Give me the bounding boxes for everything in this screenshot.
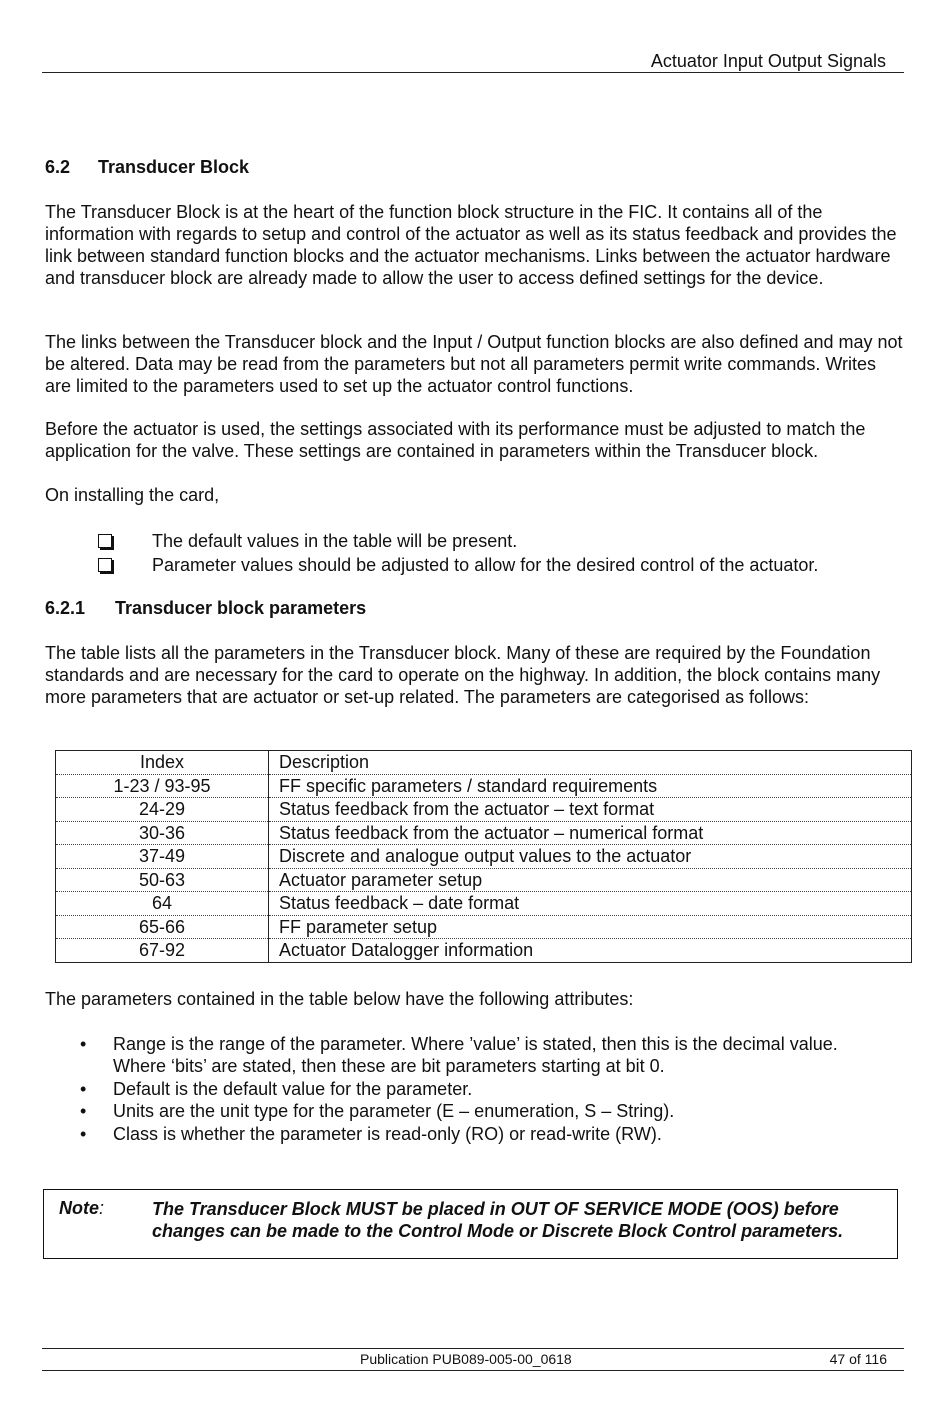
table-cell-description: Status feedback from the actuator – text format [269, 798, 912, 822]
note-label-text: Note [59, 1198, 99, 1218]
checkbox-icon [98, 534, 112, 548]
header-rule [42, 72, 904, 73]
footer-publication: Publication PUB089-005-00_0618 [360, 1351, 572, 1367]
paragraph-attributes-intro: The parameters contained in the table below have the following attributes: [45, 989, 634, 1009]
table-header-index: Index [56, 751, 269, 775]
bullet-dot-icon: • [80, 1034, 87, 1054]
checklist-item-text: The default values in the table will be present. [152, 531, 518, 551]
table-cell-description: Status feedback – date format [269, 892, 912, 916]
bullet-item [80, 1123, 662, 1145]
checklist-item-text: Parameter values should be adjusted to allow for the desired control of the actuator. [152, 555, 819, 575]
paragraph-table-intro: The table lists all the parameters in the Transducer block. Many of these are required by the Foundation standards and are necessary for the card to operate on the highway. In addition, the block contains many more parameters that are actuator or set-up related. The parameters are categorised as follows: [45, 643, 881, 707]
subsection-title: Transducer block parameters [115, 598, 367, 618]
note-box [43, 1189, 898, 1259]
note-line: changes can be made to the Control Mode or Discrete Block Control parameters. [152, 1221, 844, 1241]
table-cell-description: FF parameter setup [269, 915, 912, 939]
table-cell-description: Actuator parameter setup [269, 868, 912, 892]
paragraph-intro: The Transducer Block is at the heart of the function block structure in the FIC. It contains all of the information with regards to setup and control of the actuator as well as its status feedback and provides the link between standard function blocks and the actuator mechanisms. Links between the actuator hardware and transducer block are already made to allow the user to access defined settings for the device. [45, 202, 897, 288]
parameter-categories-table [55, 750, 912, 963]
bullet-item-text: Units are the unit type for the parameter (E – enumeration, S – String). [113, 1101, 675, 1121]
table-header-row [56, 751, 912, 775]
bullet-item-text: Range is the range of the parameter. Where ’value’ is stated, then this is the decimal value. [113, 1034, 838, 1054]
table-cell-index: 1-23 / 93-95 [56, 774, 269, 798]
bullet-item-text: Where ‘bits’ are stated, then these are bit parameters starting at bit 0. [113, 1056, 665, 1076]
table-row [56, 774, 912, 798]
table-cell-description: Discrete and analogue output values to the actuator [269, 845, 912, 869]
bullet-item [80, 1078, 473, 1100]
table-row [56, 845, 912, 869]
note-line: The Transducer Block MUST be placed in OUT OF SERVICE MODE (OOS) before [152, 1199, 839, 1219]
table-row [56, 915, 912, 939]
table-cell-index: 67-92 [56, 939, 269, 963]
table-cell-index: 37-49 [56, 845, 269, 869]
checklist-item [98, 554, 819, 576]
checkbox-icon [98, 558, 112, 572]
table-cell-index: 64 [56, 892, 269, 916]
table-cell-index: 50-63 [56, 868, 269, 892]
table-header-description: Description [269, 751, 912, 775]
bullet-dot-icon: • [80, 1124, 87, 1144]
table-cell-index: 24-29 [56, 798, 269, 822]
paragraph-links: The links between the Transducer block and the Input / Output function blocks are also defined and may not be altered. Data may be read from the parameters but not all parameters permit write commands. Writes are limited to the parameters used to set up the actuator control functions. [45, 332, 903, 396]
bullet-item [80, 1033, 838, 1055]
table-cell-description: Actuator Datalogger information [269, 939, 912, 963]
table-cell-description: Status feedback from the actuator – numerical format [269, 821, 912, 845]
table-row [56, 821, 912, 845]
header-title: Actuator Input Output Signals [650, 51, 886, 71]
bullet-item-text: Class is whether the parameter is read-only (RO) or read-write (RW). [113, 1124, 662, 1144]
table-row [56, 939, 912, 963]
checklist-item [98, 530, 518, 552]
table-cell-index: 65-66 [56, 915, 269, 939]
table-cell-description: FF specific parameters / standard requirements [269, 774, 912, 798]
section-heading [45, 157, 249, 178]
bullet-dot-icon: • [80, 1101, 87, 1121]
note-colon: : [99, 1198, 105, 1218]
section-title: Transducer Block [98, 157, 250, 177]
section-number: 6.2 [45, 157, 71, 177]
paragraph-installing: On installing the card, [45, 485, 220, 505]
bullet-item-text: Default is the default value for the parameter. [113, 1079, 473, 1099]
bullet-dot-icon: • [80, 1079, 87, 1099]
paragraph-settings: Before the actuator is used, the settings associated with its performance must be adjusted to match the application for the valve. These settings are contained in parameters within the Transducer block. [45, 419, 866, 461]
bullet-item [80, 1100, 675, 1122]
subsection-number: 6.2.1 [45, 598, 86, 618]
footer-rule-top [42, 1348, 904, 1349]
table-row [56, 798, 912, 822]
note-text [152, 1198, 843, 1242]
footer-page-number: 47 of 116 [829, 1351, 887, 1367]
table-cell-index: 30-36 [56, 821, 269, 845]
footer-rule-bottom [42, 1370, 904, 1371]
note-label [59, 1198, 104, 1219]
table-row [56, 868, 912, 892]
subsection-heading [45, 598, 366, 619]
table-row [56, 892, 912, 916]
